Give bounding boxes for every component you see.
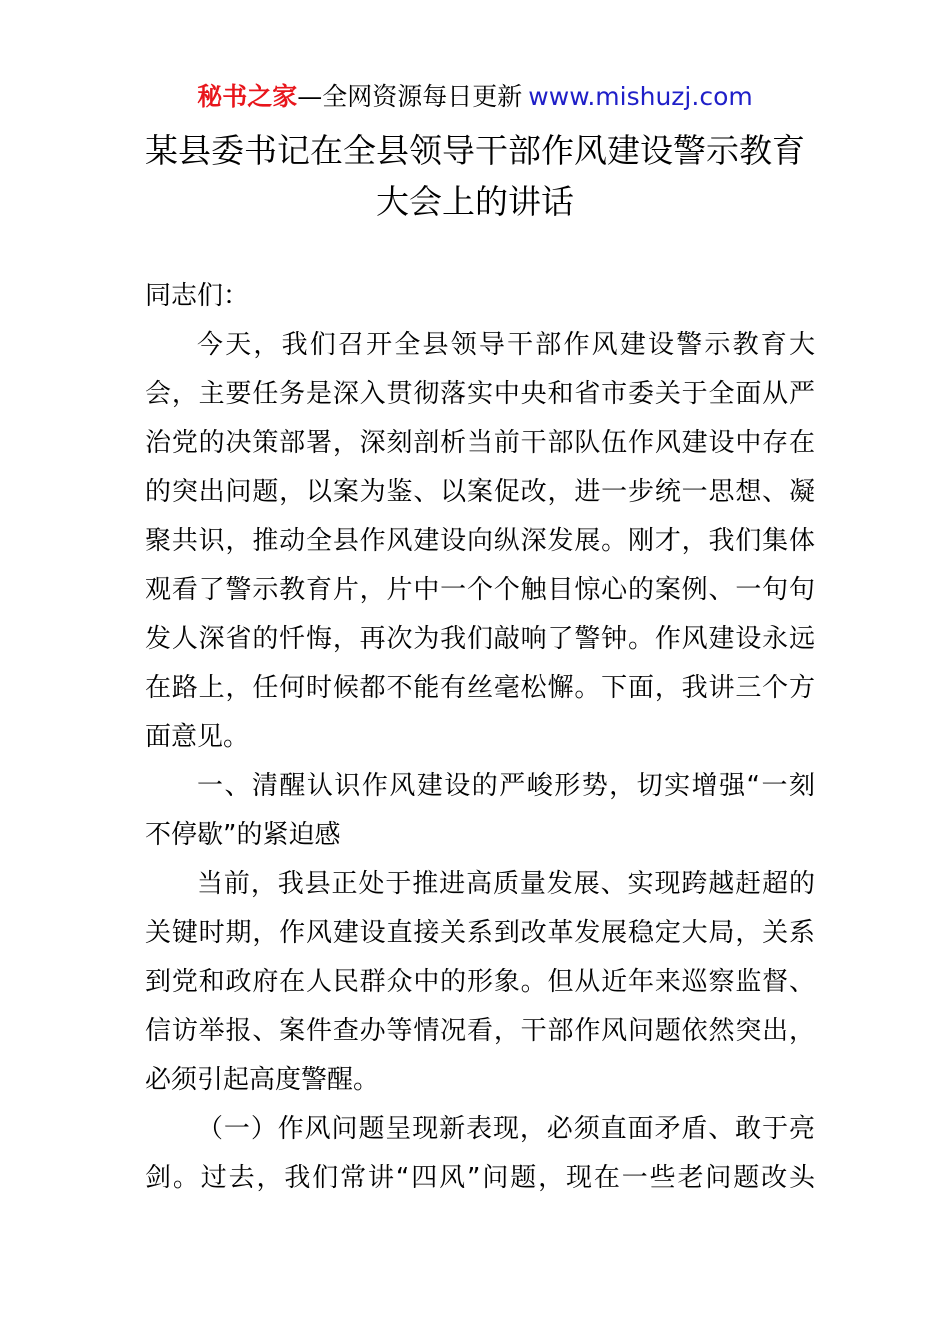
body-line: 信访举报、案件查办等情况看，干部作风问题依然突出， xyxy=(145,1016,815,1046)
body-line: 的突出问题，以案为鉴、以案促改，进一步统一思想、凝 xyxy=(145,477,815,507)
body-line: 不停歇”的紧迫感 xyxy=(145,820,341,850)
site-header xyxy=(0,80,950,114)
site-brand: 秘书之家 xyxy=(197,82,298,111)
document-title xyxy=(100,125,850,227)
body-line: 治党的决策部署，深刻剖析当前干部队伍作风建设中存在 xyxy=(145,428,815,458)
document-title-line: 某县委书记在全县领导干部作风建设警示教育 xyxy=(145,131,805,170)
body-line: 必须引起高度警醒。 xyxy=(145,1065,380,1095)
body-line: 到党和政府在人民群众中的形象。但从近年来巡察监督、 xyxy=(145,967,815,997)
site-url-link[interactable]: www.mishuzj.com xyxy=(528,82,753,111)
document-body xyxy=(145,272,815,1203)
body-line: 会，主要任务是深入贯彻落实中央和省市委关于全面从严 xyxy=(145,379,815,409)
body-line: 观看了警示教育片，片中一个个触目惊心的案例、一句句 xyxy=(145,575,815,605)
body-line: 剑。过去，我们常讲“四风”问题，现在一些老问题改头 xyxy=(145,1163,815,1193)
body-line: 发人深省的忏悔，再次为我们敲响了警钟。作风建设永远 xyxy=(145,624,815,654)
body-line: 今天，我们召开全县领导干部作风建设警示教育大 xyxy=(197,330,815,360)
body-line: 一、清醒认识作风建设的严峻形势，切实增强“一刻 xyxy=(197,771,815,801)
body-line: （一）作风问题呈现新表现，必须直面矛盾、敢于亮 xyxy=(197,1114,815,1144)
site-slogan: —全网资源每日更新 xyxy=(297,82,523,111)
body-line: 同志们： xyxy=(145,281,250,311)
body-line: 在路上，任何时候都不能有丝毫松懈。下面，我讲三个方 xyxy=(145,673,815,703)
document-title-line: 大会上的讲话 xyxy=(376,182,574,221)
body-line: 关键时期，作风建设直接关系到改革发展稳定大局，关系 xyxy=(145,918,815,948)
body-line: 面意见。 xyxy=(145,722,250,752)
body-line: 聚共识，推动全县作风建设向纵深发展。刚才，我们集体 xyxy=(145,526,815,556)
body-line: 当前，我县正处于推进高质量发展、实现跨越赶超的 xyxy=(197,869,815,899)
